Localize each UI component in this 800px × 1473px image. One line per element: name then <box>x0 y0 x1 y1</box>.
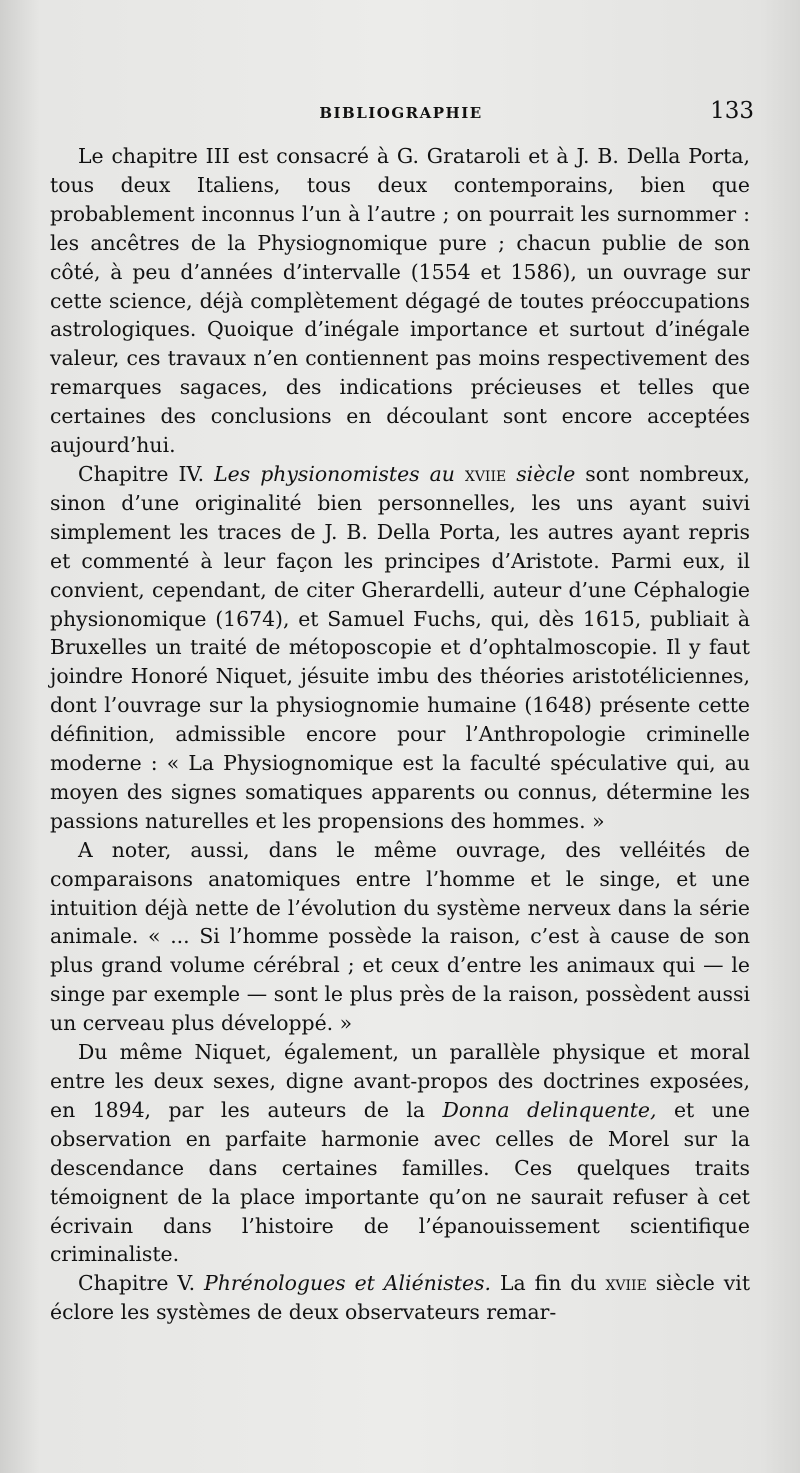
paragraph-chapter-3: Le chapitre III est consacré à G. Grataroli et à J. B. Della Porta, tous deux Italiens, tous deux contemporains, bien que probablement inconnus l’un à l’autre ; on pourrait les surnommer : les ancêtres de la Physiognomique pure ; chacun publie de son côté, à peu d’années d’intervalle (1554 et 1586), un ouvrage sur cette science, déjà complètement dégagé de toutes préoccupations astrologiques. Quoique d’inégale importance et surtout d’inégale valeur, ces travaux n’en contiennent pas moins respectivement des remarques sagaces, des indications précieuses et telles que certaines des conclusions en découlant sont encore acceptées aujourd’hui. <box>50 144 750 458</box>
paragraph-niquet-sexes <box>50 1038 750 1269</box>
chapter-5-lead: Chapitre V. <box>78 1271 196 1296</box>
chapter-5-century: xviie <box>605 1271 647 1296</box>
page-number: 133 <box>710 98 754 124</box>
body-text <box>50 142 750 1327</box>
paragraph-niquet-comparisons: A noter, aussi, dans le même ouvrage, des velléités de comparaisons anatomiques entre l’homme et le singe, et une intuition déjà nette de l’évolution du système nerveux dans la série animale. « ... Si l’homme possède la raison, c’est à cause de son plus grand volume cérébral ; et ceux d’entre les animaux qui — le singe par exemple — sont le plus près de la raison, possèdent aussi un cerveau plus développé. » <box>50 837 750 1036</box>
running-title: BIBLIOGRAPHIE <box>319 104 483 122</box>
donna-delinquente-title: Donna delinquente, <box>442 1097 657 1122</box>
chapter-4-century: xviie <box>464 461 507 486</box>
chapter-4-title-part2: siècle <box>516 461 576 486</box>
niquet-sexes-after: et une observation en parfaite harmonie avec celles de Morel sur la descendance dans certaines familles. Ces quelques traits témoignent de la place importante qu’on ne saurait refuser à cet écrivain dans l’histoire de l’épanouissement scientifique criminaliste. <box>50 1097 750 1267</box>
paragraph-chapter-4 <box>50 460 750 836</box>
chapter-4-body: sont nombreux, sinon d’une originalité bien personnelles, les uns ayant suivi simplement les traces de J. B. Della Porta, les autres ayant repris et commenté à leur façon les principes d’Aristote. Parmi eux, il convient, cependant, de citer Gherardelli, auteur d’une Céphalogie physionomique (1674), et Samuel Fuchs, qui, dès 1615, publiait à Bruxelles un traité de métoposcopie et d’ophtalmoscopie. Il y faut joindre Honoré Niquet, jésuite imbu des théories aristotéliciennes, dont l’ouvrage sur la physiognomie humaine (1648) présente cette définition, admissible encore pour l’Anthropologie criminelle moderne : « La Physiognomique est la faculté spéculative qui, au moyen des signes somatiques apparents ou connus, détermine les passions naturelles et les propensions des hommes. » <box>50 461 751 833</box>
paragraph-chapter-5 <box>50 1269 750 1327</box>
niquet-sexes-before: Du même Niquet, également, un parallèle physique et moral entre les deux sexes, digne avant-propos des doctrines exposées, en 1894, par les auteurs de la <box>50 1040 750 1122</box>
chapter-4-lead: Chapitre IV. <box>78 461 205 486</box>
chapter-5-title: Phrénologues et Aliénistes. <box>204 1271 491 1296</box>
chapter-5-after: siècle vit éclore les systèmes de deux observateurs remar- <box>50 1271 751 1325</box>
chapter-5-before: La fin du <box>499 1271 597 1296</box>
page-header <box>48 98 754 132</box>
chapter-4-title-part1: Les physionomistes au <box>214 461 455 486</box>
